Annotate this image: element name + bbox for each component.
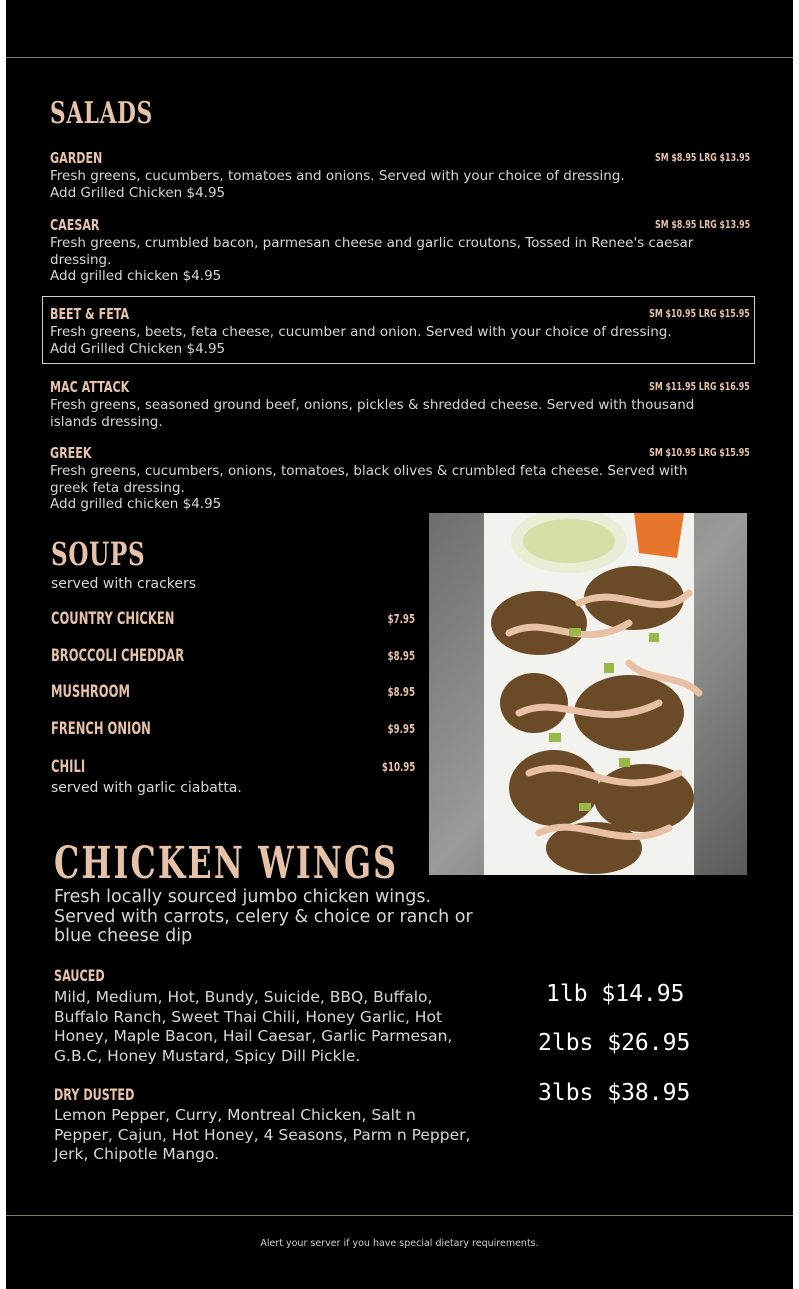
dietary-footer-note: Alert your server if you have special dietary requirements. [260,1238,539,1249]
bottom-divider [6,1215,793,1216]
soup-item [51,682,415,706]
salad-name: MAC ATTACK [50,378,130,396]
chicken-wings-heading: CHICKEN WINGS [54,838,399,889]
wings-description: Fresh locally sourced jumbo chicken wings. Served with carrots, celery & choice or ranch or blue cheese dip [54,887,473,946]
salad-price: SM $10.95 LRG $15.95 [649,307,750,320]
dry-dusted-heading: DRY DUSTED [54,1085,135,1104]
salad-name: GARDEN [50,149,103,167]
salad-description: Fresh greens, cucumbers, tomatoes and onions. Served with your choice of dressing. Add Grilled Chicken $4.95 [50,168,625,201]
salad-price: SM $8.95 LRG $13.95 [654,218,750,231]
wing-price-2lbs: 2lbs $26.95 [538,1030,691,1056]
soup-item [51,757,415,781]
soup-price: $9.95 [387,722,415,736]
soups-subtitle: served with crackers [51,576,197,592]
menu-page [6,0,793,1289]
salad-price: SM $11.95 LRG $16.95 [649,380,750,393]
salads-heading: SALADS [50,96,153,131]
soup-price: $10.95 [381,760,415,774]
salad-name: GREEK [50,444,92,462]
soup-name: MUSHROOM [51,682,130,702]
soups-heading: SOUPS [51,535,146,573]
wings-photo [429,513,747,875]
salad-name: CAESAR [50,216,100,234]
salad-description: Fresh greens, seasoned ground beef, onions, pickles & shredded cheese. Served with thousand islands dressing. [50,397,695,430]
wing-price-1lb: 1lb $14.95 [546,981,685,1007]
salad-description: Fresh greens, cucumbers, onions, tomatoes, black olives & crumbled feta cheese. Served with greek feta dressing. Add grilled chicken $4.95 [50,463,688,512]
salad-item-mac-attack [50,377,750,430]
soup-name: COUNTRY CHICKEN [51,609,175,629]
salad-price: SM $10.95 LRG $15.95 [649,446,750,459]
top-divider [6,57,793,58]
salad-price: SM $8.95 LRG $13.95 [654,151,750,164]
salad-item-beet-feta [50,304,750,357]
salad-item-garden [50,148,750,201]
salad-item-greek [50,443,750,513]
soup-name: CHILI [51,757,86,777]
soup-price: $8.95 [387,649,415,663]
soup-item [51,609,415,633]
soup-price: $8.95 [387,685,415,699]
dry-dusted-list: Lemon Pepper, Curry, Montreal Chicken, Salt n Pepper, Cajun, Hot Honey, 4 Seasons, Parm n Pepper, Jerk, Chipotle Mango. [54,1106,471,1164]
soup-name: BROCCOLI CHEDDAR [51,646,185,666]
salad-description: Fresh greens, crumbled bacon, parmesan cheese and garlic croutons, Tossed in Renee's caesar dressing. Add grilled chicken $4.95 [50,235,694,284]
wing-price-3lbs: 3lbs $38.95 [538,1080,691,1106]
soup-name: FRENCH ONION [51,719,151,739]
chili-note: served with garlic ciabatta. [51,780,242,796]
sauced-heading: SAUCED [54,966,105,985]
soup-item [51,719,415,743]
soup-item [51,646,415,670]
soup-price: $7.95 [387,612,415,626]
salad-description: Fresh greens, beets, feta cheese, cucumber and onion. Served with your choice of dressing. Add Grilled Chicken $4.95 [50,324,672,357]
salad-item-caesar [50,215,750,285]
sauced-list: Mild, Medium, Hot, Bundy, Suicide, BBQ, Buffalo, Buffalo Ranch, Sweet Thai Chili, Honey Garlic, Hot Honey, Maple Bacon, Hail Caesar, Garlic Parmesan, G.B.C, Honey Mustard, Spicy Dill Pickle. [54,988,453,1065]
salad-name: BEET & FETA [50,305,130,323]
